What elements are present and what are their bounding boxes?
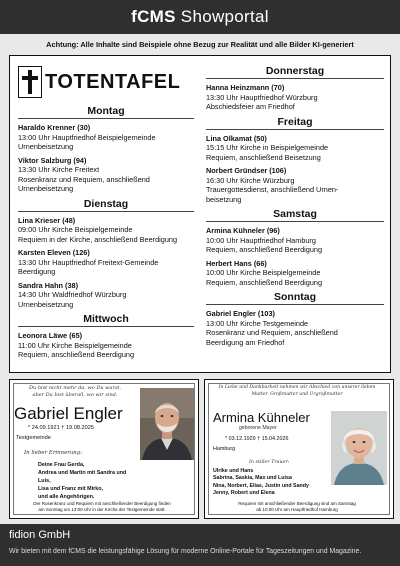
entry-line: 10:00 Uhr Hauptfriedhof Hamburg: [206, 235, 316, 245]
entry-line: Requiem, anschließend Beerdigung: [206, 245, 323, 254]
entry-name: Viktor Salzburg (94): [18, 155, 87, 165]
mourner-line: Lisa und Franz mit Mirko,: [38, 486, 103, 492]
entry-line: 15:15 Uhr Kirche in Beispielgemeinde: [206, 143, 329, 152]
footnote-line: ab 10:00 Uhr am Hauptfriedhof Hamburg: [256, 507, 338, 512]
mourner-line: Jenny, Robert und Elena: [213, 490, 275, 497]
footer-text: Wir bieten mit dem fCMS die leistungsfähige Lösung für moderne Online-Portale für Tageszeitungen und Magazine.: [9, 548, 362, 555]
obituary-entry[interactable]: [18, 331, 194, 360]
entry-line: Beerdigung am Friedhof: [206, 337, 285, 347]
entry-line: 09:00 Uhr Kirche Beispielgemeinde: [18, 225, 133, 234]
footnote-line: am Sonntag um 13:00 Uhr in der Kirche der Testgemeinde statt.: [38, 507, 166, 512]
day-heading: Dienstag: [18, 198, 194, 212]
mourners-list: [213, 468, 329, 498]
entry-name: Lina Krieser (48): [18, 215, 76, 225]
mourner-line: Andrea und Martin mit Sandra und Luis,: [38, 470, 127, 484]
brand-rest: Showportal: [175, 7, 269, 26]
brand-bold: fCMS: [131, 7, 176, 26]
obituary-entry[interactable]: [18, 281, 194, 310]
portrait-photo-woman: [331, 411, 387, 485]
intro-line: In Liebe und Dankbarkeit nehmen wir Abschied von unserer lieben: [218, 385, 376, 390]
mourner-line: und alle Angehörigen.: [38, 494, 95, 500]
entry-line: Requiem, anschließend Beerdigung: [206, 277, 323, 287]
entry-line: 13:00 Uhr Hauptfriedhof Beispielgemeinde: [18, 132, 156, 142]
card-footnote: [14, 501, 190, 513]
birth-name: geborene Mayer: [239, 425, 277, 431]
day-heading: Sonntag: [206, 291, 384, 305]
entry-line: Rosenkranz und Requiem, anschließend: [18, 174, 150, 184]
entry-line: Urnenbeisetzung: [18, 299, 74, 309]
deceased-name: Gabriel Engler: [14, 404, 123, 423]
entry-name: Leonora Läwe (65): [18, 331, 83, 340]
totentafel-logo: [18, 62, 194, 102]
day-heading: Mittwoch: [18, 313, 194, 327]
entry-line: 16:30 Uhr Kirche Würzburg: [206, 175, 295, 185]
obituary-entry[interactable]: [18, 123, 194, 152]
obituary-card-gabriel-engler[interactable]: [9, 379, 199, 519]
obituary-entry[interactable]: [18, 248, 194, 277]
entry-line: Requiem, anschließend Beisetzung: [206, 152, 321, 162]
quote-line: aber Du bist überall, wo wir sind.: [32, 392, 118, 398]
day-heading: Donnerstag: [206, 65, 384, 79]
entry-line: beisetzung: [206, 194, 242, 204]
mourner-line: Sabrina, Saskia, Max und Luisa: [213, 475, 292, 482]
life-dates: * 24.09.1921 † 19.08.2025: [28, 425, 94, 431]
intro-line: Mutter, Großmutter und Urgroßmutter: [251, 391, 343, 397]
mourner-line: Ulrike und Hans: [213, 468, 254, 474]
mourner-line: Nina, Norbert, Elias, Justin und Sandy: [213, 482, 309, 489]
obituary-entry[interactable]: [206, 166, 384, 204]
mourner-line: Deine Frau Gerda,: [38, 462, 85, 468]
entry-line: Requiem, anschließend Beerdigung: [18, 350, 135, 359]
card-intro: [209, 385, 385, 398]
footnote-line: Requiem mit anschließender Beerdigung sind am Samstag: [238, 501, 356, 506]
card-quote: [14, 385, 136, 399]
obituary-board: [9, 55, 391, 373]
entry-name: Norbert Gründser (106): [206, 166, 287, 175]
mourning-label: In stiller Trauer:: [249, 460, 290, 465]
notice-text: Achtung: Alle Inhalte sind Beispiele ohne Bezug zur Realität und alle Bilder KI-generiert: [46, 40, 354, 49]
entry-line: Trauergottesdienst, anschließend Urnen-: [206, 185, 339, 194]
board-column-right: [206, 62, 384, 351]
entry-line: Requiem in der Kirche, anschließend Beerdigung: [18, 234, 178, 244]
obituary-entry[interactable]: [206, 83, 384, 112]
entry-line: 13:30 Uhr Kirche Freitext: [18, 165, 100, 174]
life-dates: * 03.12.1929 † 15.04.2026: [225, 436, 289, 442]
entry-name: Lina Olkamat (50): [206, 133, 267, 143]
entry-name: Karsten Eleven (126): [18, 248, 90, 257]
entry-name: Hanna Heinzmann (70): [206, 83, 285, 92]
entry-name: Gabriel Engler (103): [206, 309, 275, 318]
card-footnote: [209, 501, 385, 513]
entry-line: Urnenbeisetzung: [18, 184, 74, 193]
entry-line: Beerdigung: [18, 267, 56, 276]
footer: [0, 524, 400, 566]
entry-line: Rosenkranz und Requiem, anschließend: [206, 328, 338, 337]
logo-text: TOTENTAFEL: [45, 70, 181, 93]
deceased-name: Armina Kühneler: [213, 410, 310, 425]
day-heading: Samstag: [206, 208, 384, 222]
place: Hamburg: [213, 446, 236, 452]
obituary-entry[interactable]: [18, 216, 194, 245]
obituary-entry[interactable]: [18, 156, 194, 194]
footer-title: fidion GmbH: [9, 529, 71, 541]
mourners-list: [38, 461, 138, 501]
obituary-entry[interactable]: [206, 134, 384, 163]
day-heading: Montag: [18, 105, 194, 119]
board-column-left: [18, 62, 194, 364]
day-heading: Freitag: [206, 116, 384, 130]
obituary-entry[interactable]: [206, 226, 384, 255]
top-bar: [0, 0, 400, 34]
entry-line: 10:00 Uhr Kirche Beispielgemeinde: [206, 268, 321, 277]
entry-line: 13:30 Uhr Hauptfriedhof Würzburg: [206, 92, 318, 102]
entry-name: Herbert Hans (66): [206, 258, 267, 268]
obituary-card-armina-kuehneler[interactable]: [204, 379, 394, 519]
entry-line: 13:30 Uhr Hauptfriedhof Freitext-Gemeinde: [18, 257, 159, 267]
obituary-entry[interactable]: [206, 259, 384, 288]
entry-name: Sandra Hahn (38): [18, 280, 79, 290]
obituary-entry[interactable]: [206, 309, 384, 347]
quote-line: Du bist nicht mehr da, wo Du warst,: [29, 385, 121, 391]
entry-line: Abschiedsfeier am Friedhof: [206, 102, 295, 111]
place: Testgemeinde: [16, 435, 51, 441]
entry-name: Haraldo Krenner (30): [18, 123, 91, 132]
entry-line: Urnenbeisetzung: [18, 142, 74, 151]
entry-line: 13:00 Uhr Kirche Testgemeinde: [206, 318, 309, 328]
footnote-line: Der Rosenkranz und Requiem mit anschließender Beerdigung finden: [33, 501, 171, 506]
entry-line: 14:30 Uhr Waldfriedhof Würzburg: [18, 290, 127, 299]
entry-name: Armina Kühneler (96): [206, 226, 280, 235]
portrait-photo-man: [140, 388, 194, 460]
entry-line: 11:00 Uhr Kirche Beispielgemeinde: [18, 340, 132, 350]
cross-icon: [18, 66, 42, 98]
memory-label: In lieber Erinnerung:: [24, 450, 83, 456]
